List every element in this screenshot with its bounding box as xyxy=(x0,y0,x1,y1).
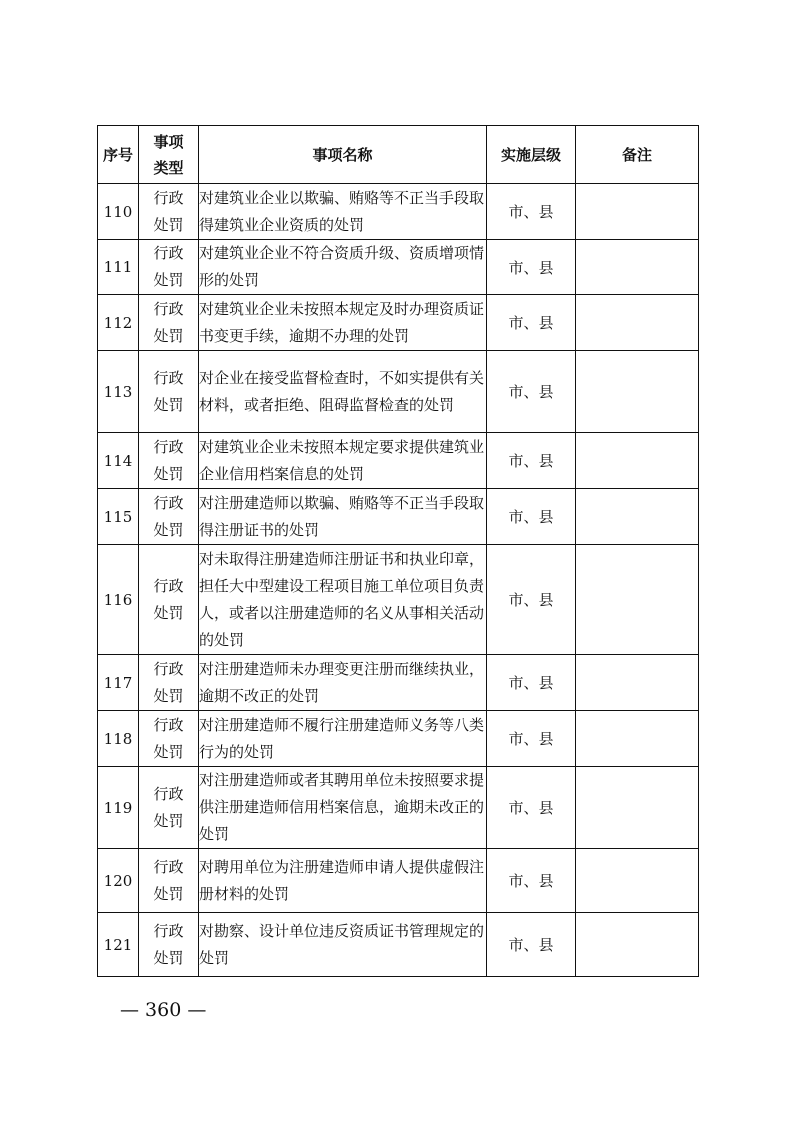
row-number: 111 xyxy=(98,240,139,295)
header-row xyxy=(98,126,699,184)
row-type xyxy=(139,489,199,545)
row-type xyxy=(139,711,199,767)
row-type-label: 行政处罚 xyxy=(153,368,184,414)
row-name: 对未取得注册建造师注册证书和执业印章，担任大中型建设工程项目施工单位项目负责人，或者以注册建造师的名义从事相关活动的处罚 xyxy=(199,545,487,655)
row-type xyxy=(139,184,199,240)
row-type xyxy=(139,767,199,849)
row-note xyxy=(576,767,699,849)
table-row xyxy=(98,351,699,433)
row-note xyxy=(576,545,699,655)
row-level: 市、县 xyxy=(487,489,576,545)
row-name: 对企业在接受监督检查时，不如实提供有关材料，或者拒绝、阻碍监督检查的处罚 xyxy=(199,351,487,433)
row-type xyxy=(139,433,199,489)
row-level: 市、县 xyxy=(487,913,576,977)
header-type-label: 事项类型 xyxy=(153,132,184,177)
row-type xyxy=(139,545,199,655)
row-type-label: 行政处罚 xyxy=(153,784,184,830)
row-name: 对注册建造师以欺骗、贿赂等不正当手段取得注册证书的处罚 xyxy=(199,489,487,545)
row-note xyxy=(576,351,699,433)
row-name: 对勘察、设计单位违反资质证书管理规定的处罚 xyxy=(199,913,487,977)
row-level: 市、县 xyxy=(487,545,576,655)
row-number: 121 xyxy=(98,913,139,977)
table-row xyxy=(98,545,699,655)
row-note xyxy=(576,849,699,913)
header-name: 事项名称 xyxy=(199,126,487,184)
row-type xyxy=(139,849,199,913)
row-type-label: 行政处罚 xyxy=(153,857,184,903)
row-note xyxy=(576,711,699,767)
row-number: 120 xyxy=(98,849,139,913)
table-row xyxy=(98,913,699,977)
row-level: 市、县 xyxy=(487,767,576,849)
row-note xyxy=(576,489,699,545)
header-num-label: 序号 xyxy=(103,145,134,164)
row-level: 市、县 xyxy=(487,351,576,433)
page-number: — 360 — xyxy=(120,999,207,1021)
row-type-label: 行政处罚 xyxy=(153,299,184,345)
row-number: 118 xyxy=(98,711,139,767)
row-number: 110 xyxy=(98,184,139,240)
items-table xyxy=(97,125,699,977)
row-type xyxy=(139,240,199,295)
row-name: 对建筑业企业未按照本规定及时办理资质证书变更手续，逾期不办理的处罚 xyxy=(199,295,487,351)
row-number: 113 xyxy=(98,351,139,433)
row-note xyxy=(576,295,699,351)
table-row xyxy=(98,711,699,767)
table-row xyxy=(98,184,699,240)
row-type-label: 行政处罚 xyxy=(153,921,184,967)
row-name: 对建筑业企业未按照本规定要求提供建筑业企业信用档案信息的处罚 xyxy=(199,433,487,489)
table-row xyxy=(98,240,699,295)
row-number: 117 xyxy=(98,655,139,711)
row-note xyxy=(576,433,699,489)
row-note xyxy=(576,240,699,295)
row-number: 119 xyxy=(98,767,139,849)
row-number: 114 xyxy=(98,433,139,489)
row-type xyxy=(139,655,199,711)
row-note xyxy=(576,655,699,711)
row-name: 对建筑业企业不符合资质升级、资质增项情形的处罚 xyxy=(199,240,487,295)
row-level: 市、县 xyxy=(487,433,576,489)
header-level: 实施层级 xyxy=(487,126,576,184)
row-name: 对注册建造师或者其聘用单位未按照要求提供注册建造师信用档案信息，逾期未改正的处罚 xyxy=(199,767,487,849)
row-level: 市、县 xyxy=(487,711,576,767)
row-note xyxy=(576,184,699,240)
row-type-label: 行政处罚 xyxy=(153,437,184,483)
row-type xyxy=(139,295,199,351)
row-number: 115 xyxy=(98,489,139,545)
row-type-label: 行政处罚 xyxy=(153,188,184,234)
row-type-label: 行政处罚 xyxy=(153,576,184,622)
header-num xyxy=(98,126,139,184)
header-type xyxy=(139,126,199,184)
row-name: 对聘用单位为注册建造师申请人提供虚假注册材料的处罚 xyxy=(199,849,487,913)
header-note: 备注 xyxy=(576,126,699,184)
row-number: 112 xyxy=(98,295,139,351)
row-name: 对注册建造师未办理变更注册而继续执业，逾期不改正的处罚 xyxy=(199,655,487,711)
table-row xyxy=(98,433,699,489)
row-level: 市、县 xyxy=(487,849,576,913)
row-type-label: 行政处罚 xyxy=(153,493,184,539)
row-type-label: 行政处罚 xyxy=(153,659,184,705)
table-row xyxy=(98,295,699,351)
row-name: 对建筑业企业以欺骗、贿赂等不正当手段取得建筑业企业资质的处罚 xyxy=(199,184,487,240)
row-note xyxy=(576,913,699,977)
table-row xyxy=(98,489,699,545)
row-type xyxy=(139,351,199,433)
table-row xyxy=(98,849,699,913)
row-name: 对注册建造师不履行注册建造师义务等八类行为的处罚 xyxy=(199,711,487,767)
row-number: 116 xyxy=(98,545,139,655)
row-level: 市、县 xyxy=(487,240,576,295)
row-level: 市、县 xyxy=(487,295,576,351)
row-level: 市、县 xyxy=(487,184,576,240)
row-type xyxy=(139,913,199,977)
row-type-label: 行政处罚 xyxy=(153,244,184,289)
row-type-label: 行政处罚 xyxy=(153,715,184,761)
table-row xyxy=(98,655,699,711)
table-row xyxy=(98,767,699,849)
row-level: 市、县 xyxy=(487,655,576,711)
